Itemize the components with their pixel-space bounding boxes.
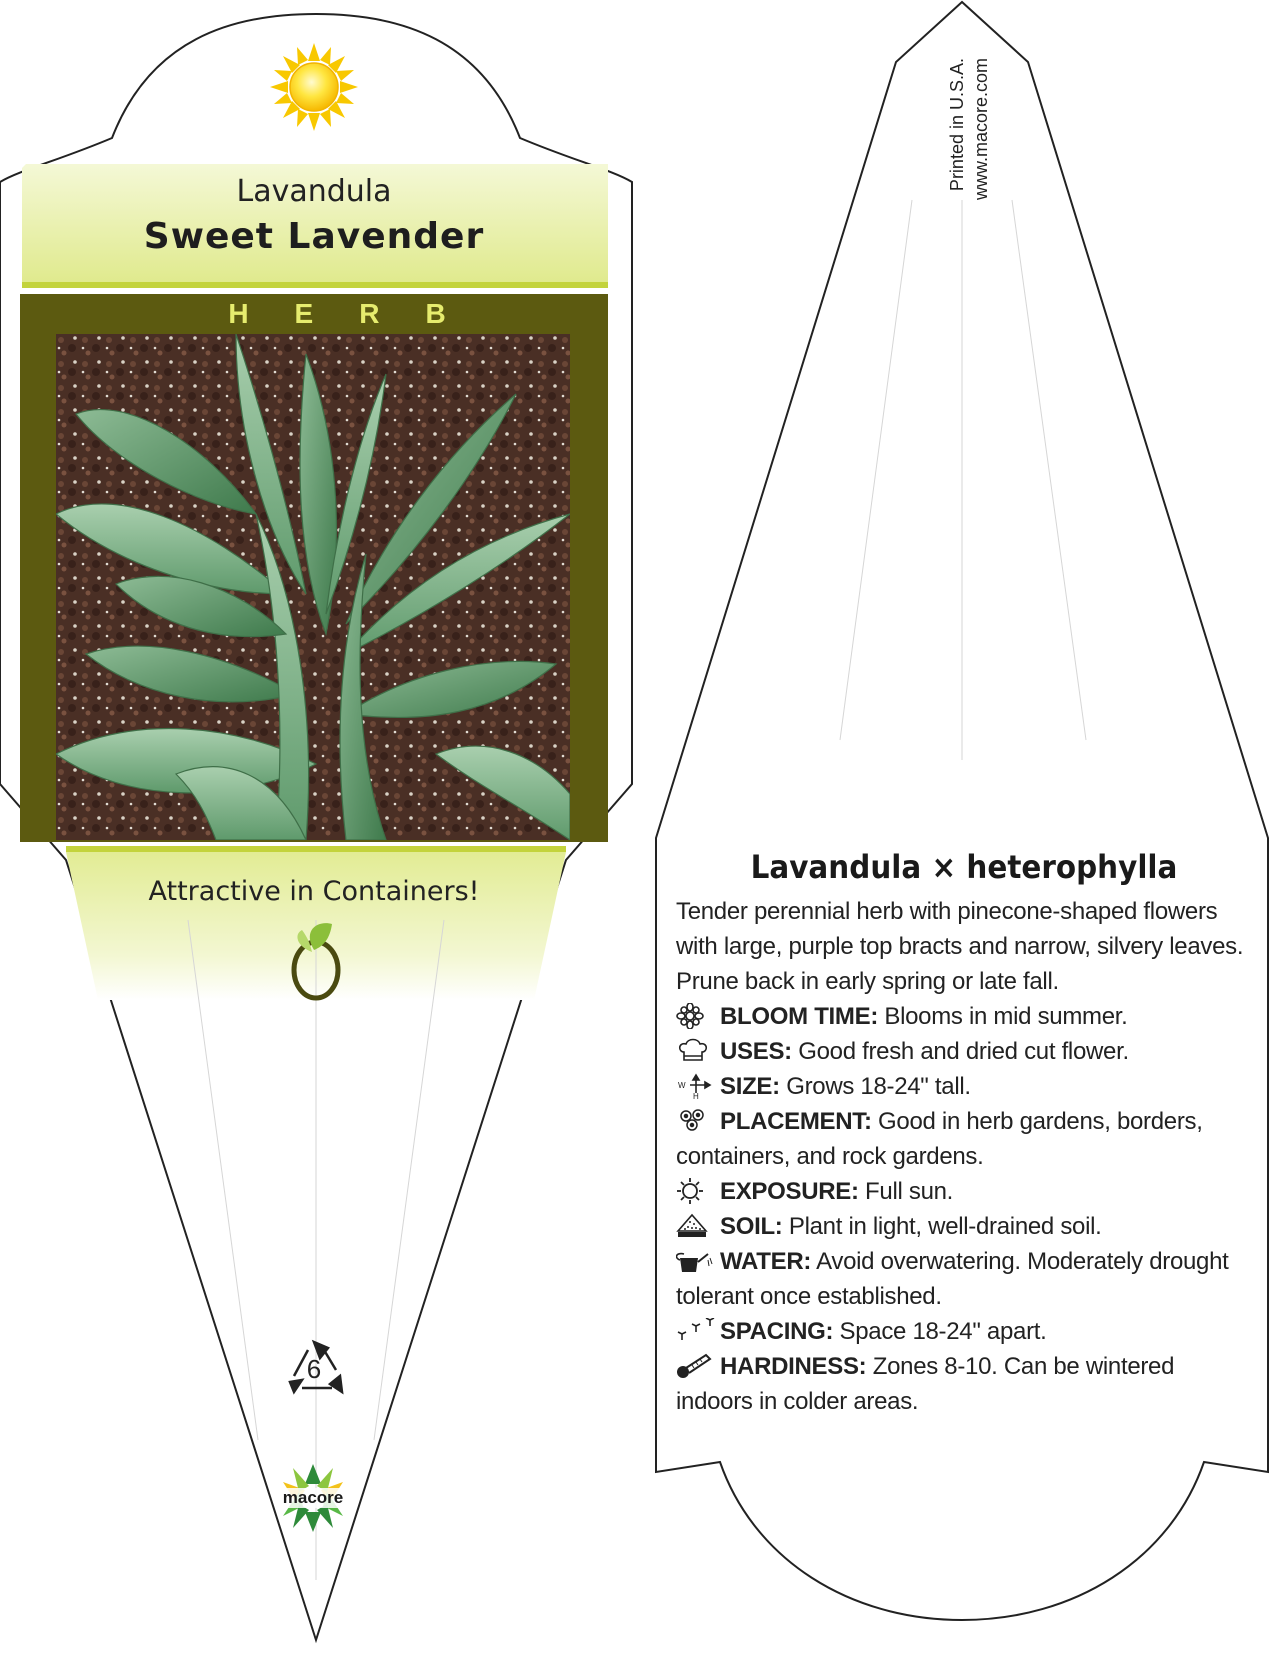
soil-mound-icon: [676, 1213, 716, 1239]
plant-description: Tender perennial herb with pinecone-shaped flowers with large, purple top bracts and narrow, silvery leaves. Prune back in early spring or late fall.: [676, 898, 1244, 995]
brand-logo-text: macore: [282, 1488, 344, 1507]
flower-icon: [676, 1003, 716, 1029]
care-info-panel: [676, 848, 1252, 1419]
attribute-label: WATER:: [720, 1248, 812, 1275]
watering-can-icon: [676, 1248, 716, 1274]
spacing-plants-icon: [676, 1318, 716, 1344]
attribute-label: USES:: [720, 1038, 792, 1065]
attribute-value: Full sun.: [865, 1178, 954, 1205]
attribute-value: Space 18-24" apart.: [839, 1318, 1047, 1345]
svg-text:H: H: [693, 1092, 699, 1099]
attribute-value: Blooms in mid summer.: [884, 1003, 1128, 1030]
botanical-name: Lavandula × heterophylla: [750, 848, 1178, 886]
front-common-name: Sweet Lavender: [143, 216, 485, 257]
thermometer-icon: [676, 1353, 716, 1379]
front-category-label: HERB: [228, 298, 492, 329]
attribute-water: [676, 1244, 1252, 1314]
attribute-soil: [676, 1209, 1252, 1244]
attribute-label: SIZE:: [720, 1073, 780, 1100]
attribute-placement: [676, 1104, 1252, 1174]
chef-hat-icon: [676, 1038, 716, 1064]
sun-outline-icon: [676, 1178, 716, 1204]
attribute-label: SOIL:: [720, 1213, 783, 1240]
printed-in-note: Printed in U.S.A.: [947, 58, 967, 192]
recycle-number: 6: [306, 1354, 322, 1384]
attribute-value: Grows 18-24" tall.: [786, 1073, 971, 1100]
size-arrows-icon: [676, 1073, 716, 1099]
attribute-uses: [676, 1034, 1252, 1069]
attribute-exposure: [676, 1174, 1252, 1209]
attribute-value: Zones 8-10. Can be wintered indoors in colder areas.: [676, 1353, 1175, 1415]
attribute-label: EXPOSURE:: [720, 1178, 859, 1205]
front-genus-name: Lavandula: [236, 174, 392, 209]
attribute-spacing: [676, 1314, 1252, 1349]
website-url: www.macore.com: [971, 58, 991, 201]
flowers-cluster-icon: [676, 1108, 716, 1134]
attribute-label: HARDINESS:: [720, 1353, 867, 1380]
attribute-bloom-time: [676, 999, 1252, 1034]
attribute-value: Plant in light, well-drained soil.: [788, 1213, 1102, 1240]
svg-text:W: W: [678, 1081, 686, 1090]
attribute-label: BLOOM TIME:: [720, 1003, 879, 1030]
front-tagline: Attractive in Containers!: [148, 876, 480, 907]
attribute-hardiness: [676, 1349, 1252, 1419]
attribute-value: Good fresh and dried cut flower.: [798, 1038, 1129, 1065]
attribute-size: [676, 1069, 1252, 1104]
attribute-label: PLACEMENT:: [720, 1108, 872, 1135]
attribute-value: Good in herb gardens, borders, containers, and rock gardens.: [676, 1108, 1203, 1170]
attribute-value: Avoid overwatering. Moderately drought tolerant once established.: [676, 1248, 1229, 1310]
attribute-label: SPACING:: [720, 1318, 834, 1345]
